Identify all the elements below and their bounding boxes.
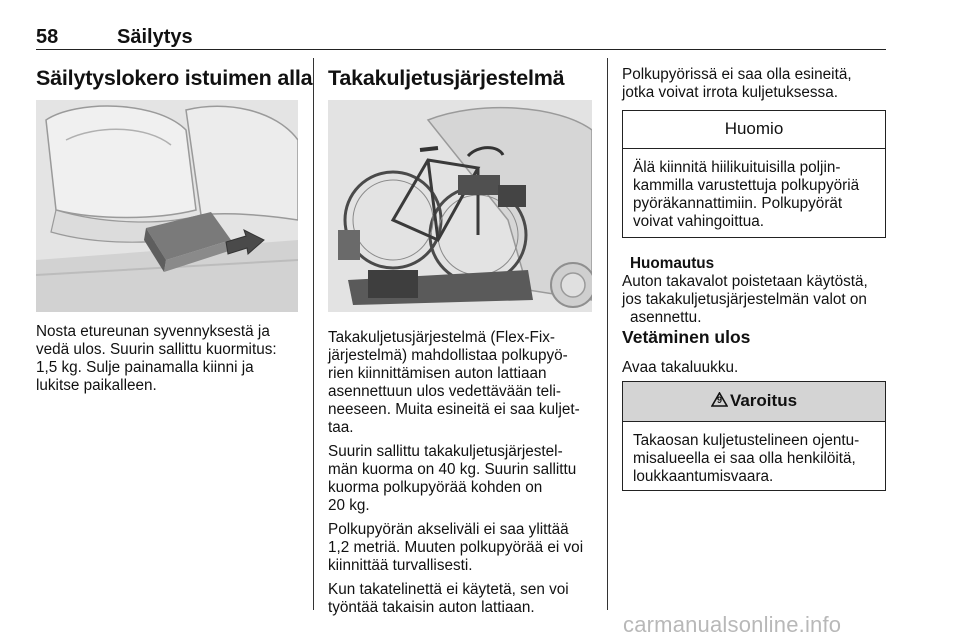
text-line: Kun takatelinettä ei käytetä, sen voi <box>328 581 569 598</box>
text-line: jos takakuljetusjärjestelmän valot on <box>622 291 867 308</box>
bike-carrier-illustration <box>328 100 592 312</box>
huomio-box <box>622 110 886 238</box>
warning-triangle-icon <box>711 392 728 407</box>
text-line: kiinnittää turvallisesti. <box>328 557 473 574</box>
text-line: jotka voivat irrota kuljetuksessa. <box>622 84 838 101</box>
step-text: Avaa takaluukku. <box>622 359 739 376</box>
note-block <box>622 255 868 327</box>
text-line: lukitse paikalleen. <box>36 377 157 394</box>
heading-pulling-out: Vetäminen ulos <box>622 327 751 347</box>
text-line: asennettu. <box>630 309 702 326</box>
heading-seat-storage: Säilytyslokero istuimen alla <box>36 66 313 90</box>
text-line: män kuorma on 40 kg. Suurin sallittu <box>328 461 577 478</box>
text-line: Polkupyörän akseliväli ei saa ylittää <box>328 521 569 538</box>
rear-carrier-text <box>328 329 583 623</box>
text-line: misalueella ei saa olla henkilöitä, <box>633 450 856 467</box>
paragraph <box>328 329 583 437</box>
text-line: järjestelmä) mahdollistaa polkupyö- <box>328 347 568 364</box>
warning-symbol-text: 9 <box>716 395 722 405</box>
text-line: Takakuljetusjärjestelmä (Flex-Fix- <box>328 329 555 346</box>
huomio-body <box>623 149 885 231</box>
header-divider <box>36 49 886 50</box>
text-line: pyöräkannattimiin. Polkupyörät <box>633 195 843 212</box>
varoitus-title: Varoitus <box>729 391 798 410</box>
text-line: Takaosan kuljetustelineen ojentu- <box>633 432 860 449</box>
text-line: Älä kiinnitä hiilikuituisilla poljin- <box>633 159 841 176</box>
text-line: Nosta etureunan syvennyksestä ja <box>36 323 270 340</box>
bike-carrier-drawing <box>328 100 592 312</box>
bike-intro-text <box>622 66 852 102</box>
varoitus-header <box>623 382 885 422</box>
text-line: 1,2 metriä. Muuten polkupyörää ei voi <box>328 539 584 556</box>
section-title: Säilytys <box>117 26 193 48</box>
text-line: voivat vahingoittua. <box>633 213 764 230</box>
text-line: neeseen. Muita esineitä ei saa kuljet- <box>328 401 580 418</box>
page-number: 58 <box>36 26 59 48</box>
text-line: kuorma polkupyörää kohden on <box>328 479 543 496</box>
text-line: 1,5 kg. Sulje painamalla kiinni ja <box>36 359 254 376</box>
note-title: Huomautus <box>630 255 715 272</box>
huomio-title: Huomio <box>623 111 885 149</box>
text-line: kammilla varustettuja polkupyöriä <box>633 177 860 194</box>
paragraph <box>328 581 583 617</box>
text-line: loukkaantumisvaara. <box>633 468 774 485</box>
text-line: rien kiinnittämisen auton lattiaan <box>328 365 547 382</box>
text-line: taa. <box>328 419 354 436</box>
text-line: Suurin sallittu takakuljetusjärjestel- <box>328 443 563 460</box>
text-line: työntää takaisin auton lattiaan. <box>328 599 535 616</box>
seat-storage-text <box>36 323 277 395</box>
text-line: Polkupyörissä ei saa olla esineitä, <box>622 66 852 83</box>
seat-drawer-drawing <box>36 100 298 312</box>
column-divider-2 <box>607 58 608 610</box>
watermark: carmanualsonline.info <box>623 612 842 637</box>
paragraph <box>328 521 583 575</box>
varoitus-box <box>622 381 886 491</box>
paragraph <box>328 443 583 515</box>
text-line: vedä ulos. Suurin sallittu kuormitus: <box>36 341 277 358</box>
column-divider-1 <box>313 58 314 610</box>
text-line: asennettuun ulos vedettävään teli- <box>328 383 562 400</box>
varoitus-body <box>623 422 885 486</box>
heading-rear-carrier: Takakuljetusjärjestelmä <box>328 66 565 90</box>
seat-storage-illustration <box>36 100 298 312</box>
text-line: 20 kg. <box>328 497 370 514</box>
text-line: Auton takavalot poistetaan käytöstä, <box>622 273 868 290</box>
